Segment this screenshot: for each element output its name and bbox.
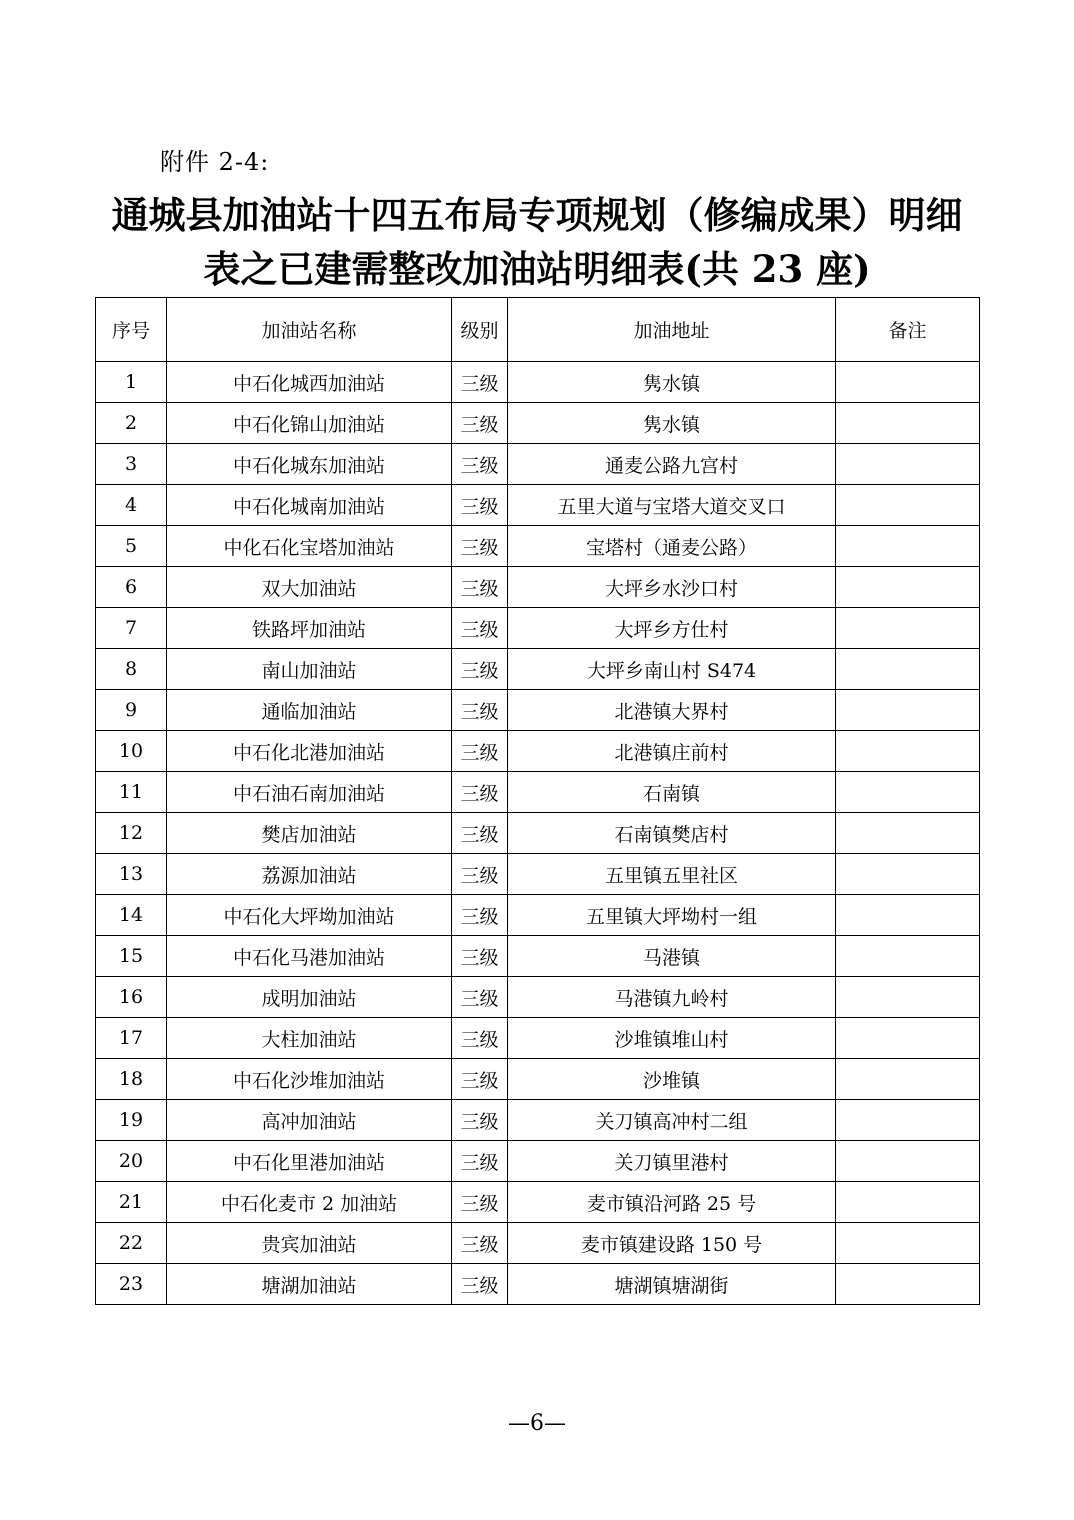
cell-remarks: [836, 567, 980, 608]
cell-remarks: [836, 1223, 980, 1264]
table-row: [96, 772, 980, 813]
cell-remarks: [836, 772, 980, 813]
cell-no: 6: [96, 567, 167, 608]
header-no: 序号: [96, 298, 167, 362]
cell-address: 关刀镇高冲村二组: [508, 1100, 836, 1141]
table-row: [96, 854, 980, 895]
table-row: [96, 444, 980, 485]
cell-address: 马港镇九岭村: [508, 977, 836, 1018]
cell-no: 10: [96, 731, 167, 772]
table-row: [96, 1100, 980, 1141]
header-remarks: 备注: [836, 298, 980, 362]
cell-grade: 三级: [452, 690, 508, 731]
cell-no: 5: [96, 526, 167, 567]
cell-remarks: [836, 977, 980, 1018]
cell-no: 8: [96, 649, 167, 690]
cell-name: 中石油石南加油站: [167, 772, 452, 813]
cell-remarks: [836, 649, 980, 690]
cell-name: 塘湖加油站: [167, 1264, 452, 1305]
cell-address: 麦市镇建设路 150 号: [508, 1223, 836, 1264]
cell-address: 沙堆镇堆山村: [508, 1018, 836, 1059]
table-row: [96, 813, 980, 854]
table-row: [96, 649, 980, 690]
cell-address: 关刀镇里港村: [508, 1141, 836, 1182]
cell-remarks: [836, 1100, 980, 1141]
cell-no: 4: [96, 485, 167, 526]
cell-no: 3: [96, 444, 167, 485]
cell-remarks: [836, 1141, 980, 1182]
cell-grade: 三级: [452, 1018, 508, 1059]
table-row: [96, 1223, 980, 1264]
cell-address: 大坪乡方仕村: [508, 608, 836, 649]
table-row: [96, 1182, 980, 1223]
document-title-line-1: 通城县加油站十四五布局专项规划（修编成果）明细: [111, 193, 963, 237]
table-header-row: [96, 298, 980, 362]
cell-grade: 三级: [452, 649, 508, 690]
cell-name: 樊店加油站: [167, 813, 452, 854]
cell-name: 中石化城南加油站: [167, 485, 452, 526]
cell-no: 12: [96, 813, 167, 854]
cell-remarks: [836, 936, 980, 977]
cell-grade: 三级: [452, 1223, 508, 1264]
cell-grade: 三级: [452, 813, 508, 854]
cell-address: 隽水镇: [508, 362, 836, 403]
cell-name: 中石化麦市 2 加油站: [167, 1182, 452, 1223]
header-grade: 级别: [452, 298, 508, 362]
cell-no: 22: [96, 1223, 167, 1264]
cell-grade: 三级: [452, 485, 508, 526]
table-row: [96, 690, 980, 731]
table-row: [96, 895, 980, 936]
cell-address: 五里镇大坪坳村一组: [508, 895, 836, 936]
cell-name: 中化石化宝塔加油站: [167, 526, 452, 567]
cell-grade: 三级: [452, 526, 508, 567]
table-row: [96, 567, 980, 608]
cell-remarks: [836, 526, 980, 567]
cell-remarks: [836, 731, 980, 772]
cell-address: 石南镇樊店村: [508, 813, 836, 854]
cell-no: 11: [96, 772, 167, 813]
cell-name: 中石化沙堆加油站: [167, 1059, 452, 1100]
cell-address: 通麦公路九宫村: [508, 444, 836, 485]
document-title-line-2: 表之已建需整改加油站明细表(共 23 座): [203, 247, 871, 291]
cell-grade: 三级: [452, 936, 508, 977]
table-row: [96, 936, 980, 977]
cell-remarks: [836, 1018, 980, 1059]
cell-address: 马港镇: [508, 936, 836, 977]
cell-grade: 三级: [452, 772, 508, 813]
cell-no: 23: [96, 1264, 167, 1305]
cell-remarks: [836, 813, 980, 854]
cell-no: 7: [96, 608, 167, 649]
page-number: —6—: [508, 1411, 566, 1436]
table-row: [96, 485, 980, 526]
table-row: [96, 1018, 980, 1059]
header-name: 加油站名称: [167, 298, 452, 362]
cell-no: 18: [96, 1059, 167, 1100]
cell-name: 通临加油站: [167, 690, 452, 731]
cell-grade: 三级: [452, 1100, 508, 1141]
cell-address: 麦市镇沿河路 25 号: [508, 1182, 836, 1223]
cell-address: 五里大道与宝塔大道交叉口: [508, 485, 836, 526]
table-row: [96, 403, 980, 444]
cell-no: 21: [96, 1182, 167, 1223]
cell-remarks: [836, 854, 980, 895]
cell-grade: 三级: [452, 1141, 508, 1182]
cell-remarks: [836, 895, 980, 936]
table-row: [96, 608, 980, 649]
cell-grade: 三级: [452, 977, 508, 1018]
cell-grade: 三级: [452, 444, 508, 485]
cell-grade: 三级: [452, 1182, 508, 1223]
cell-no: 15: [96, 936, 167, 977]
table-body: [96, 362, 980, 1305]
table-row: [96, 1141, 980, 1182]
cell-remarks: [836, 1182, 980, 1223]
cell-no: 16: [96, 977, 167, 1018]
cell-address: 大坪乡水沙口村: [508, 567, 836, 608]
cell-name: 荔源加油站: [167, 854, 452, 895]
cell-grade: 三级: [452, 608, 508, 649]
cell-name: 中石化锦山加油站: [167, 403, 452, 444]
cell-grade: 三级: [452, 895, 508, 936]
cell-remarks: [836, 403, 980, 444]
cell-remarks: [836, 608, 980, 649]
cell-no: 13: [96, 854, 167, 895]
cell-name: 中石化大坪坳加油站: [167, 895, 452, 936]
table-row: [96, 731, 980, 772]
table-row: [96, 526, 980, 567]
cell-no: 19: [96, 1100, 167, 1141]
cell-grade: 三级: [452, 1059, 508, 1100]
cell-no: 14: [96, 895, 167, 936]
table-row: [96, 362, 980, 403]
cell-name: 贵宾加油站: [167, 1223, 452, 1264]
cell-name: 大柱加油站: [167, 1018, 452, 1059]
cell-grade: 三级: [452, 403, 508, 444]
cell-address: 隽水镇: [508, 403, 836, 444]
cell-remarks: [836, 690, 980, 731]
cell-name: 成明加油站: [167, 977, 452, 1018]
header-address: 加油地址: [508, 298, 836, 362]
cell-remarks: [836, 1059, 980, 1100]
cell-no: 20: [96, 1141, 167, 1182]
cell-address: 沙堆镇: [508, 1059, 836, 1100]
cell-remarks: [836, 444, 980, 485]
cell-grade: 三级: [452, 1264, 508, 1305]
cell-no: 9: [96, 690, 167, 731]
cell-address: 大坪乡南山村 S474: [508, 649, 836, 690]
cell-grade: 三级: [452, 362, 508, 403]
cell-name: 双大加油站: [167, 567, 452, 608]
cell-remarks: [836, 1264, 980, 1305]
cell-address: 五里镇五里社区: [508, 854, 836, 895]
cell-address: 宝塔村（通麦公路）: [508, 526, 836, 567]
cell-address: 北港镇大界村: [508, 690, 836, 731]
cell-name: 高冲加油站: [167, 1100, 452, 1141]
cell-name: 铁路坪加油站: [167, 608, 452, 649]
cell-no: 1: [96, 362, 167, 403]
cell-name: 中石化马港加油站: [167, 936, 452, 977]
cell-remarks: [836, 362, 980, 403]
cell-name: 中石化城西加油站: [167, 362, 452, 403]
cell-grade: 三级: [452, 567, 508, 608]
cell-address: 北港镇庄前村: [508, 731, 836, 772]
cell-grade: 三级: [452, 854, 508, 895]
table-row: [96, 1264, 980, 1305]
cell-name: 中石化城东加油站: [167, 444, 452, 485]
attachment-label: 附件 2-4:: [160, 148, 270, 176]
cell-grade: 三级: [452, 731, 508, 772]
cell-remarks: [836, 485, 980, 526]
table-row: [96, 1059, 980, 1100]
cell-name: 南山加油站: [167, 649, 452, 690]
cell-address: 石南镇: [508, 772, 836, 813]
gas-station-table: [95, 297, 980, 1305]
table-row: [96, 977, 980, 1018]
cell-address: 塘湖镇塘湖街: [508, 1264, 836, 1305]
cell-name: 中石化里港加油站: [167, 1141, 452, 1182]
cell-no: 17: [96, 1018, 167, 1059]
cell-name: 中石化北港加油站: [167, 731, 452, 772]
cell-no: 2: [96, 403, 167, 444]
